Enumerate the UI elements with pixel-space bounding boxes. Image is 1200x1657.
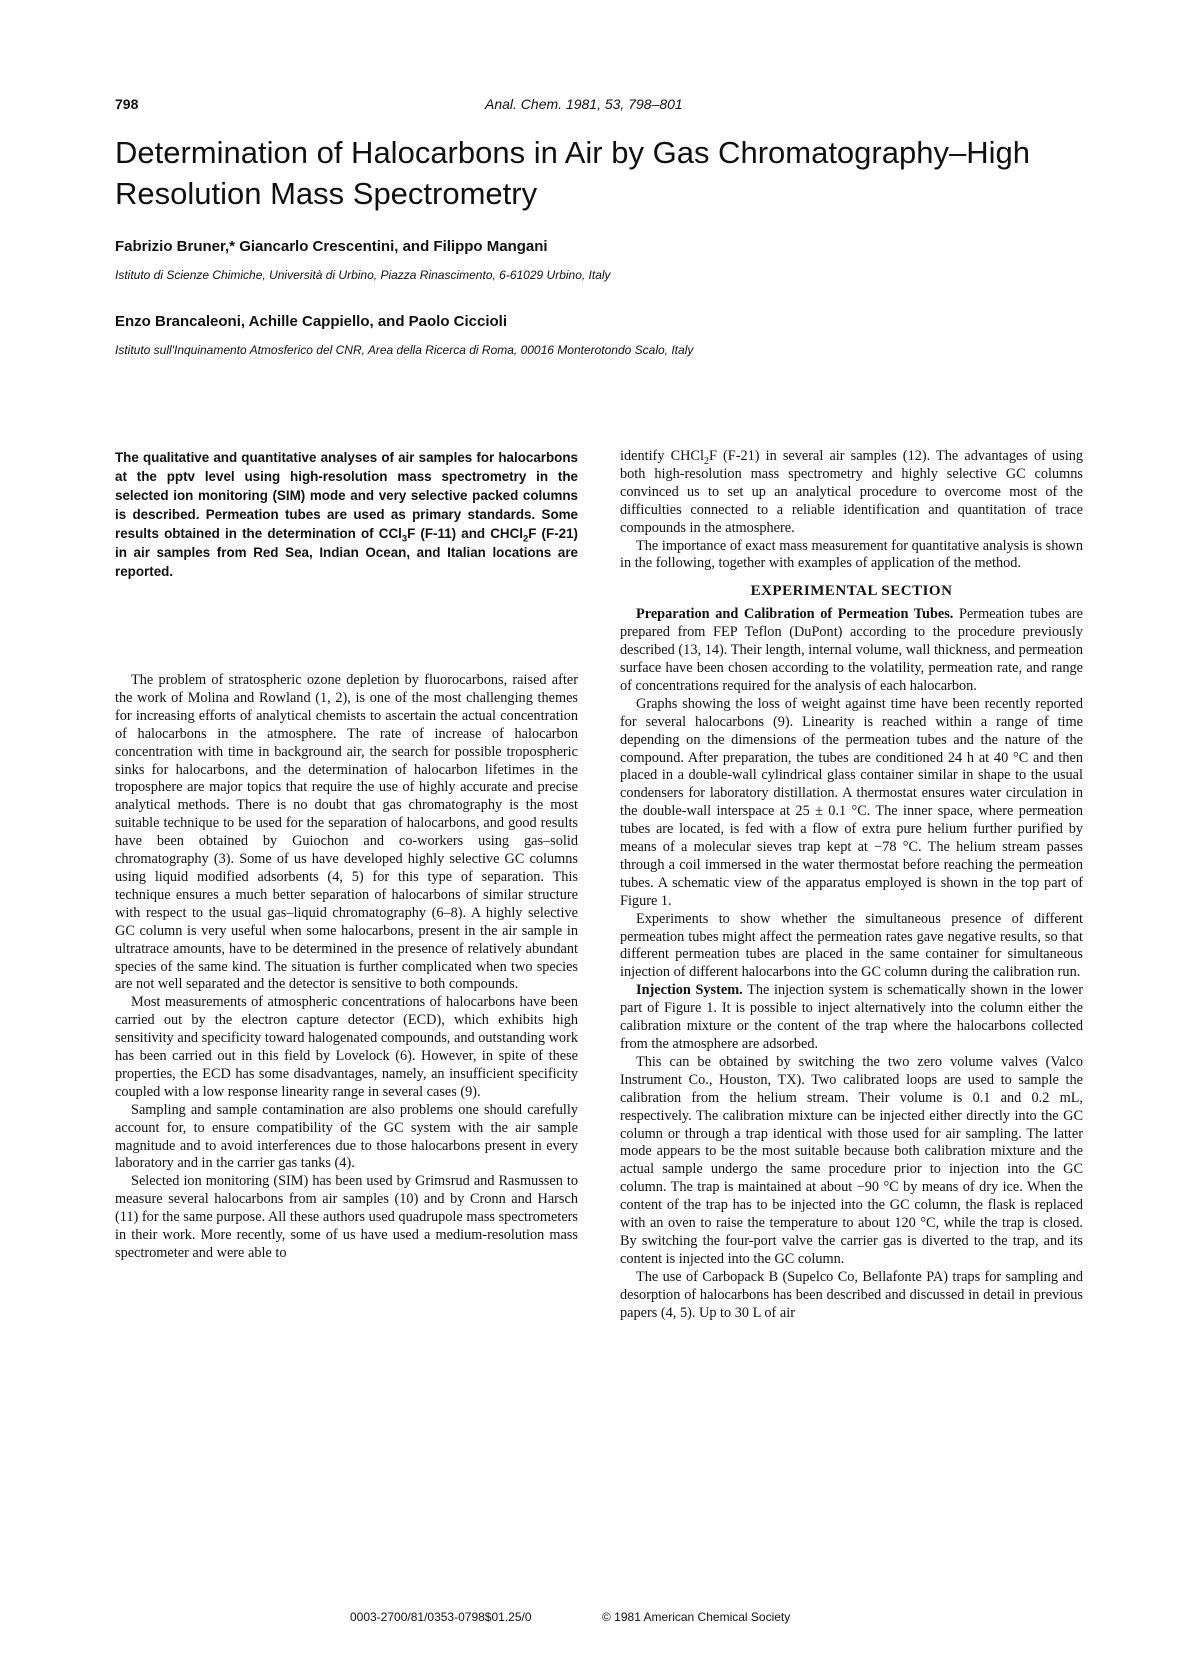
body-paragraph: Sampling and sample contamination are also problems one should carefully account for, to ensure compatibility of the GC system with the air sample magnitude and to avoid interferences due to those halocarbons present in every laboratory and in the carrier gas tanks (4).: [115, 1101, 578, 1172]
author-list-2: Enzo Brancaleoni, Achille Cappiello, and Paolo Ciccioli: [115, 313, 508, 330]
affiliation-2: Istituto sull'Inquinamento Atmosferico del CNR, Area della Ricerca di Roma, 00016 Monterotondo Scalo, Italy: [115, 343, 694, 357]
doi-code: 0003-2700/81/0353-0798$01.25/0: [350, 1610, 532, 1624]
right-column: [620, 448, 1083, 1323]
subsection-heading: Preparation and Calibration of Permeation Tubes.: [636, 606, 954, 623]
author-list-1: Fabrizio Bruner,* Giancarlo Crescentini, and Filippo Mangani: [115, 238, 548, 255]
left-column: [115, 672, 578, 1263]
page-number: 798: [115, 96, 139, 112]
abstract: The qualitative and quantitative analyses of air samples for halocarbons at the pptv level using high-resolution mass spectrometry in the selected ion monitoring (SIM) mode and very selective packed columns is described. Permeation tubes are used as primary standards. Some results obtained in the determination of CCl$_3$F (F-11) and CHCl$_2$F (F-21) in air samples from Red Sea, Indian Ocean, and Italian locations are reported.: [115, 450, 579, 579]
copyright-notice: © 1981 American Chemical Society: [602, 1610, 791, 1624]
body-paragraph: Experiments to show whether the simultaneous presence of different permeation tubes might affect the permeation rates gave negative results, so that different permeation tubes are placed in the same container for simultaneous injection of different halocarbons into the GC column during the calibration run.: [620, 910, 1083, 981]
body-paragraph: Preparation and Calibration of Permeation Tubes. Permeation tubes are prepared from FEP Teflon (DuPont) according to the procedure previously described (13, 14). Their length, internal volume, wall thickness, and permeation surface have been chosen according to the volatility, permeation rate, and range of concentrations required for the analysis of each halocarbon.: [620, 606, 1084, 694]
body-paragraph: Injection System. The injection system is schematically shown in the lower part of Figure 1. It is possible to inject alternatively into the column either the calibration mixture or the content of the trap where the halocarbons collected from the atmosphere are adsorbed.: [620, 982, 1083, 1052]
running-header: [115, 96, 1075, 118]
paper-title: Determination of Halocarbons in Air by Gas Chromatography–High Resolution Mass Spectrometry: [115, 135, 1030, 211]
affiliation-1: Istituto di Scienze Chimiche, Università di Urbino, Piazza Rinascimento, 6-61029 Urbino, Italy: [115, 268, 611, 282]
body-paragraph: Graphs showing the loss of weight against time have been recently reported for several halocarbons (9). Linearity is reached within a range of time depending on the dimensions of the permeation tubes and the nature of the compound. After preparation, the tubes are conditioned 24 h at 40 °C and then placed in a double-wall cylindrical glass container similar in shape to the usual condensers for laboratory distillation. A thermostat ensures water circulation in the double-wall interspace at 25 ± 0.1 °C. The inner space, where permeation tubes are located, is fed with a flow of extra pure helium further purified by means of a molecular sieves trap kept at −78 °C. The helium stream passes through a coil immersed in the water thermostat before reaching the permeation tubes. A schematic view of the apparatus employed is shown in the top part of Figure 1.: [620, 695, 1083, 909]
body-paragraph: identify CHCl$_2$F (F-21) in several air samples (12). The advantages of using both high-resolution mass spectrometry and highly selective GC columns convinced us to set up an analytical procedure to overcome most of the difficulties connected to a reliable identification and quantitation of trace compounds in the atmosphere.: [620, 448, 1083, 536]
body-paragraph: Most measurements of atmospheric concentrations of halocarbons have been carried out by the electron capture detector (ECD), which exhibits high sensitivity and specificity toward halogenated compounds, and outstanding work has been carried out in this field by Lovelock (6). However, in spite of these properties, the ECD has some disadvantages, namely, an insufficient specificity coupled with a low response linearity range in several cases (9).: [115, 994, 578, 1100]
journal-citation: Anal. Chem. 1981, 53, 798–801: [485, 96, 683, 112]
body-paragraph: This can be obtained by switching the two zero volume valves (Valco Instrument Co., Houston, TX). Two calibrated loops are used to sample the calibration from the helium stream. Their volume is 0.1 and 0.2 mL, respectively. The calibration mixture can be injected either directly into the GC column or through a trap identical with those used for air sampling. The latter mode appears to be the most suitable because both calibration mixture and the actual sample undergo the same procedure prior to injection into the GC column. The trap is maintained at about −90 °C by means of dry ice. When the content of the trap has to be injected into the GC column, the flask is replaced with an oven to raise the temperature to about 120 °C, while the trap is closed. By switching the four-port valve the carrier gas is diverted to the trap, and its content is injected into the GC column.: [620, 1053, 1083, 1267]
body-paragraph: Selected ion monitoring (SIM) has been used by Grimsrud and Rasmussen to measure several halocarbons from air samples (10) and by Cronn and Harsch (11) for the same purpose. All these authors used quadrupole mass spectrometers in their work. More recently, some of us have used a medium-resolution mass spectrometer and were able to: [115, 1173, 578, 1261]
body-paragraph: The importance of exact mass measurement for quantitative analysis is shown in the following, together with examples of application of the method.: [620, 537, 1083, 572]
section-heading: EXPERIMENTAL SECTION: [750, 583, 953, 600]
body-paragraph: The problem of stratospheric ozone depletion by fluorocarbons, raised after the work of Molina and Rowland (1, 2), is one of the most challenging themes for increasing efforts of analytical chemists to ascertain the actual concentration of halocarbons in the atmosphere. The rate of increase of halocarbon concentration with time in background air, the search for possible tropospheric sinks for halocarbons, and the determination of halocarbon lifetimes in the troposphere are major topics that require the use of highly accurate and precise analytical methods. There is no doubt that gas chromatography is the most suitable technique to be used for the separation of halocarbons, and good results have been obtained by Guiochon and co-workers using gas–solid chromatography (3). Some of us have developed highly selective GC columns using liquid modified adsorbents (4, 5) for this type of separation. This technique ensures a much better separation of halocarbons of similar structure with respect to the usual gas–liquid chromatography (6–8). A highly selective GC column is very useful when some halocarbons, present in the air sample in ultratrace amounts, have to be determined in the presence of relatively abundant species of the same kind. The situation is further complicated when two species are not well separated and the detector is sensitive to both compounds.: [115, 672, 578, 993]
body-paragraph: The use of Carbopack B (Supelco Co, Bellafonte PA) traps for sampling and desorption of halocarbons has been described and discussed in detail in previous papers (4, 5). Up to 30 L of air: [620, 1268, 1083, 1321]
subsection-heading: Injection System.: [636, 982, 743, 999]
